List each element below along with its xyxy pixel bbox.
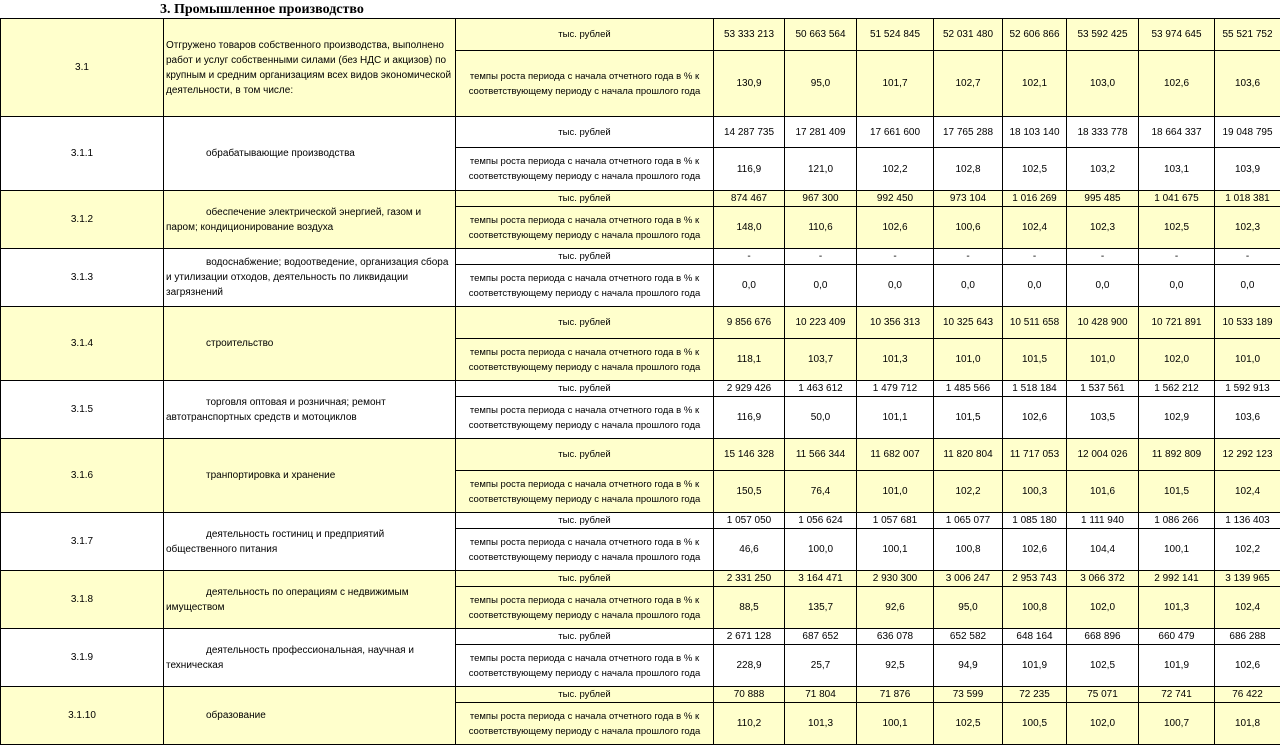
money-value: 668 896 <box>1067 629 1139 645</box>
row-name: Отгружено товаров собственного производства, выполнено работ и услуг собственными силами (без НДС и акцизов) по крупным и средним организациям всех видов экономической деятельности, в том числе: <box>164 19 456 117</box>
table-row <box>1 307 1280 339</box>
money-value: 75 071 <box>1067 687 1139 703</box>
growth-value: 102,4 <box>1215 587 1280 629</box>
growth-value: 103,9 <box>1215 148 1280 191</box>
growth-value: 92,5 <box>857 645 934 687</box>
growth-value: 102,1 <box>1003 51 1067 117</box>
unit-growth-label: темпы роста периода с начала отчетного года в % к соответствующему периоду с начала прошлого года <box>456 148 714 191</box>
money-value: - <box>1003 249 1067 265</box>
growth-value: 101,9 <box>1003 645 1067 687</box>
growth-value: 135,7 <box>785 587 857 629</box>
growth-value: 95,0 <box>785 51 857 117</box>
growth-value: 101,0 <box>934 339 1003 381</box>
growth-value: 101,3 <box>857 339 934 381</box>
growth-value: 102,3 <box>1067 207 1139 249</box>
money-value: 1 041 675 <box>1139 191 1215 207</box>
growth-value: 101,5 <box>1139 471 1215 513</box>
growth-value: 100,0 <box>785 529 857 571</box>
money-value: 1 485 566 <box>934 381 1003 397</box>
money-value: 73 599 <box>934 687 1003 703</box>
money-value: 71 804 <box>785 687 857 703</box>
growth-value: 0,0 <box>785 265 857 307</box>
unit-growth-label: темпы роста периода с начала отчетного года в % к соответствующему периоду с начала прошлого года <box>456 645 714 687</box>
money-value: 2 992 141 <box>1139 571 1215 587</box>
unit-growth-label: темпы роста периода с начала отчетного года в % к соответствующему периоду с начала прошлого года <box>456 703 714 745</box>
growth-value: 110,2 <box>714 703 785 745</box>
growth-value: 103,1 <box>1139 148 1215 191</box>
money-value: 76 422 <box>1215 687 1280 703</box>
growth-value: 0,0 <box>934 265 1003 307</box>
unit-growth-label: темпы роста периода с начала отчетного года в % к соответствующему периоду с начала прошлого года <box>456 265 714 307</box>
growth-value: 102,2 <box>857 148 934 191</box>
growth-value: 101,9 <box>1139 645 1215 687</box>
money-value: 1 537 561 <box>1067 381 1139 397</box>
growth-value: 102,5 <box>1139 207 1215 249</box>
growth-value: 88,5 <box>714 587 785 629</box>
money-value: 1 111 940 <box>1067 513 1139 529</box>
row-code: 3.1 <box>1 19 164 117</box>
money-value: - <box>1139 249 1215 265</box>
unit-money-label: тыс. рублей <box>456 571 714 587</box>
growth-value: 116,9 <box>714 148 785 191</box>
row-name: обеспечение электрической энергией, газом и паром; кондиционирование воздуха <box>164 191 456 249</box>
money-value: 992 450 <box>857 191 934 207</box>
money-value: 10 511 658 <box>1003 307 1067 339</box>
growth-value: 100,8 <box>934 529 1003 571</box>
table-row <box>1 439 1280 471</box>
money-value: 53 974 645 <box>1139 19 1215 51</box>
growth-value: 103,2 <box>1067 148 1139 191</box>
growth-value: 102,5 <box>934 703 1003 745</box>
money-value: 995 485 <box>1067 191 1139 207</box>
money-value: 12 292 123 <box>1215 439 1280 471</box>
money-value: 10 428 900 <box>1067 307 1139 339</box>
row-code: 3.1.4 <box>1 307 164 381</box>
money-value: 51 524 845 <box>857 19 934 51</box>
growth-value: 102,0 <box>1067 587 1139 629</box>
row-name: торговля оптовая и розничная; ремонт автотранспортных средств и мотоциклов <box>164 381 456 439</box>
money-value: 1 463 612 <box>785 381 857 397</box>
money-value: 11 717 053 <box>1003 439 1067 471</box>
money-value: 55 521 752 <box>1215 19 1280 51</box>
row-name: обрабатывающие производства <box>164 117 456 191</box>
money-value: 687 652 <box>785 629 857 645</box>
money-value: 686 288 <box>1215 629 1280 645</box>
money-value: 17 765 288 <box>934 117 1003 148</box>
money-value: 636 078 <box>857 629 934 645</box>
money-value: 1 518 184 <box>1003 381 1067 397</box>
growth-value: 46,6 <box>714 529 785 571</box>
growth-value: 102,5 <box>1003 148 1067 191</box>
money-value: 1 479 712 <box>857 381 934 397</box>
table-row <box>1 629 1280 645</box>
growth-value: 102,9 <box>1139 397 1215 439</box>
table-row <box>1 513 1280 529</box>
growth-value: 92,6 <box>857 587 934 629</box>
row-code: 3.1.10 <box>1 687 164 745</box>
money-value: - <box>857 249 934 265</box>
row-code: 3.1.7 <box>1 513 164 571</box>
row-code: 3.1.3 <box>1 249 164 307</box>
unit-money-label: тыс. рублей <box>456 307 714 339</box>
row-code: 3.1.2 <box>1 191 164 249</box>
growth-value: 100,1 <box>857 703 934 745</box>
growth-value: 102,6 <box>1003 529 1067 571</box>
money-value: 1 562 212 <box>1139 381 1215 397</box>
unit-growth-label: темпы роста периода с начала отчетного года в % к соответствующему периоду с начала прошлого года <box>456 207 714 249</box>
growth-value: 102,4 <box>1215 471 1280 513</box>
growth-value: 25,7 <box>785 645 857 687</box>
money-value: - <box>934 249 1003 265</box>
unit-growth-label: темпы роста периода с начала отчетного года в % к соответствующему периоду с начала прошлого года <box>456 51 714 117</box>
money-value: 9 856 676 <box>714 307 785 339</box>
unit-money-label: тыс. рублей <box>456 439 714 471</box>
growth-value: 102,3 <box>1215 207 1280 249</box>
growth-value: 116,9 <box>714 397 785 439</box>
money-value: 11 820 804 <box>934 439 1003 471</box>
row-name: водоснабжение; водоотведение, организация сбора и утилизации отходов, деятельность по ликвидации загрязнений <box>164 249 456 307</box>
money-value: 2 331 250 <box>714 571 785 587</box>
growth-value: 101,0 <box>1067 339 1139 381</box>
growth-value: 102,6 <box>1139 51 1215 117</box>
money-value: 11 892 809 <box>1139 439 1215 471</box>
money-value: 1 086 266 <box>1139 513 1215 529</box>
money-value: 52 606 866 <box>1003 19 1067 51</box>
money-value: 52 031 480 <box>934 19 1003 51</box>
growth-value: 102,0 <box>1139 339 1215 381</box>
money-value: 10 356 313 <box>857 307 934 339</box>
growth-value: 103,7 <box>785 339 857 381</box>
growth-value: 102,8 <box>934 148 1003 191</box>
growth-value: 101,3 <box>1139 587 1215 629</box>
money-value: 72 235 <box>1003 687 1067 703</box>
money-value: 2 929 426 <box>714 381 785 397</box>
unit-money-label: тыс. рублей <box>456 687 714 703</box>
growth-value: 101,0 <box>857 471 934 513</box>
unit-money-label: тыс. рублей <box>456 19 714 51</box>
row-name: деятельность по операциям с недвижимым имуществом <box>164 571 456 629</box>
growth-value: 100,1 <box>1139 529 1215 571</box>
money-value: 2 953 743 <box>1003 571 1067 587</box>
money-value: 18 333 778 <box>1067 117 1139 148</box>
unit-growth-label: темпы роста периода с начала отчетного года в % к соответствующему периоду с начала прошлого года <box>456 397 714 439</box>
money-value: 1 016 269 <box>1003 191 1067 207</box>
money-value: 1 018 381 <box>1215 191 1280 207</box>
growth-value: 228,9 <box>714 645 785 687</box>
money-value: 53 592 425 <box>1067 19 1139 51</box>
growth-value: 100,3 <box>1003 471 1067 513</box>
money-value: 71 876 <box>857 687 934 703</box>
growth-value: 0,0 <box>857 265 934 307</box>
growth-value: 101,6 <box>1067 471 1139 513</box>
growth-value: 0,0 <box>1139 265 1215 307</box>
money-value: 10 533 189 <box>1215 307 1280 339</box>
growth-value: 100,7 <box>1139 703 1215 745</box>
money-value: 10 325 643 <box>934 307 1003 339</box>
growth-value: 100,1 <box>857 529 934 571</box>
row-name: деятельность гостиниц и предприятий общественного питания <box>164 513 456 571</box>
growth-value: 50,0 <box>785 397 857 439</box>
growth-value: 0,0 <box>1067 265 1139 307</box>
unit-money-label: тыс. рублей <box>456 381 714 397</box>
growth-value: 103,6 <box>1215 397 1280 439</box>
money-value: 1 592 913 <box>1215 381 1280 397</box>
growth-value: 94,9 <box>934 645 1003 687</box>
money-value: 2 930 300 <box>857 571 934 587</box>
money-value: 72 741 <box>1139 687 1215 703</box>
growth-value: 101,1 <box>857 397 934 439</box>
growth-value: 102,0 <box>1067 703 1139 745</box>
money-value: 2 671 128 <box>714 629 785 645</box>
money-value: 1 085 180 <box>1003 513 1067 529</box>
growth-value: 150,5 <box>714 471 785 513</box>
growth-value: 100,8 <box>1003 587 1067 629</box>
unit-money-label: тыс. рублей <box>456 117 714 148</box>
money-value: 53 333 213 <box>714 19 785 51</box>
growth-value: 101,8 <box>1215 703 1280 745</box>
table-row <box>1 249 1280 265</box>
growth-value: 148,0 <box>714 207 785 249</box>
table-row <box>1 687 1280 703</box>
table-body <box>1 19 1280 745</box>
growth-value: 102,6 <box>1215 645 1280 687</box>
money-value: 3 139 965 <box>1215 571 1280 587</box>
row-name: деятельность профессиональная, научная и техническая <box>164 629 456 687</box>
growth-value: 95,0 <box>934 587 1003 629</box>
table-row <box>1 19 1280 51</box>
growth-value: 100,5 <box>1003 703 1067 745</box>
money-value: 3 164 471 <box>785 571 857 587</box>
row-code: 3.1.6 <box>1 439 164 513</box>
money-value: 18 103 140 <box>1003 117 1067 148</box>
growth-value: 102,6 <box>857 207 934 249</box>
money-value: 11 566 344 <box>785 439 857 471</box>
growth-value: 103,5 <box>1067 397 1139 439</box>
growth-value: 101,7 <box>857 51 934 117</box>
growth-value: 102,2 <box>934 471 1003 513</box>
money-value: 967 300 <box>785 191 857 207</box>
table-row <box>1 571 1280 587</box>
growth-value: 102,7 <box>934 51 1003 117</box>
money-value: 1 057 681 <box>857 513 934 529</box>
row-code: 3.1.9 <box>1 629 164 687</box>
money-value: - <box>1215 249 1280 265</box>
unit-growth-label: темпы роста периода с начала отчетного года в % к соответствующему периоду с начала прошлого года <box>456 339 714 381</box>
growth-value: 103,6 <box>1215 51 1280 117</box>
growth-value: 121,0 <box>785 148 857 191</box>
table-row <box>1 117 1280 148</box>
money-value: 70 888 <box>714 687 785 703</box>
growth-value: 104,4 <box>1067 529 1139 571</box>
money-value: 660 479 <box>1139 629 1215 645</box>
unit-money-label: тыс. рублей <box>456 249 714 265</box>
money-value: 1 056 624 <box>785 513 857 529</box>
row-name: строительство <box>164 307 456 381</box>
growth-value: 110,6 <box>785 207 857 249</box>
table-row <box>1 381 1280 397</box>
money-value: 648 164 <box>1003 629 1067 645</box>
money-value: 17 281 409 <box>785 117 857 148</box>
money-value: 652 582 <box>934 629 1003 645</box>
growth-value: 102,5 <box>1067 645 1139 687</box>
unit-money-label: тыс. рублей <box>456 629 714 645</box>
growth-value: 76,4 <box>785 471 857 513</box>
money-value: - <box>785 249 857 265</box>
growth-value: 118,1 <box>714 339 785 381</box>
money-value: 3 066 372 <box>1067 571 1139 587</box>
growth-value: 102,6 <box>1003 397 1067 439</box>
growth-value: 101,5 <box>1003 339 1067 381</box>
unit-money-label: тыс. рублей <box>456 191 714 207</box>
growth-value: 130,9 <box>714 51 785 117</box>
money-value: 19 048 795 <box>1215 117 1280 148</box>
growth-value: 0,0 <box>1215 265 1280 307</box>
row-name: образование <box>164 687 456 745</box>
money-value: 1 136 403 <box>1215 513 1280 529</box>
money-value: 973 104 <box>934 191 1003 207</box>
money-value: - <box>1067 249 1139 265</box>
growth-value: 101,0 <box>1215 339 1280 381</box>
money-value: - <box>714 249 785 265</box>
money-value: 3 006 247 <box>934 571 1003 587</box>
growth-value: 0,0 <box>714 265 785 307</box>
growth-value: 0,0 <box>1003 265 1067 307</box>
money-value: 17 661 600 <box>857 117 934 148</box>
growth-value: 101,5 <box>934 397 1003 439</box>
data-table <box>0 18 1280 745</box>
growth-value: 103,0 <box>1067 51 1139 117</box>
money-value: 12 004 026 <box>1067 439 1139 471</box>
money-value: 15 146 328 <box>714 439 785 471</box>
growth-value: 102,2 <box>1215 529 1280 571</box>
row-name: транпортировка и хранение <box>164 439 456 513</box>
unit-growth-label: темпы роста периода с начала отчетного года в % к соответствующему периоду с начала прошлого года <box>456 529 714 571</box>
money-value: 1 057 050 <box>714 513 785 529</box>
row-code: 3.1.5 <box>1 381 164 439</box>
unit-growth-label: темпы роста периода с начала отчетного года в % к соответствующему периоду с начала прошлого года <box>456 587 714 629</box>
growth-value: 102,4 <box>1003 207 1067 249</box>
unit-money-label: тыс. рублей <box>456 513 714 529</box>
money-value: 14 287 735 <box>714 117 785 148</box>
money-value: 50 663 564 <box>785 19 857 51</box>
row-code: 3.1.1 <box>1 117 164 191</box>
unit-growth-label: темпы роста периода с начала отчетного года в % к соответствующему периоду с начала прошлого года <box>456 471 714 513</box>
growth-value: 100,6 <box>934 207 1003 249</box>
row-code: 3.1.8 <box>1 571 164 629</box>
section-title: 3. Промышленное производство <box>160 1 364 18</box>
money-value: 874 467 <box>714 191 785 207</box>
money-value: 10 223 409 <box>785 307 857 339</box>
money-value: 11 682 007 <box>857 439 934 471</box>
table-row <box>1 191 1280 207</box>
growth-value: 101,3 <box>785 703 857 745</box>
money-value: 10 721 891 <box>1139 307 1215 339</box>
money-value: 18 664 337 <box>1139 117 1215 148</box>
money-value: 1 065 077 <box>934 513 1003 529</box>
